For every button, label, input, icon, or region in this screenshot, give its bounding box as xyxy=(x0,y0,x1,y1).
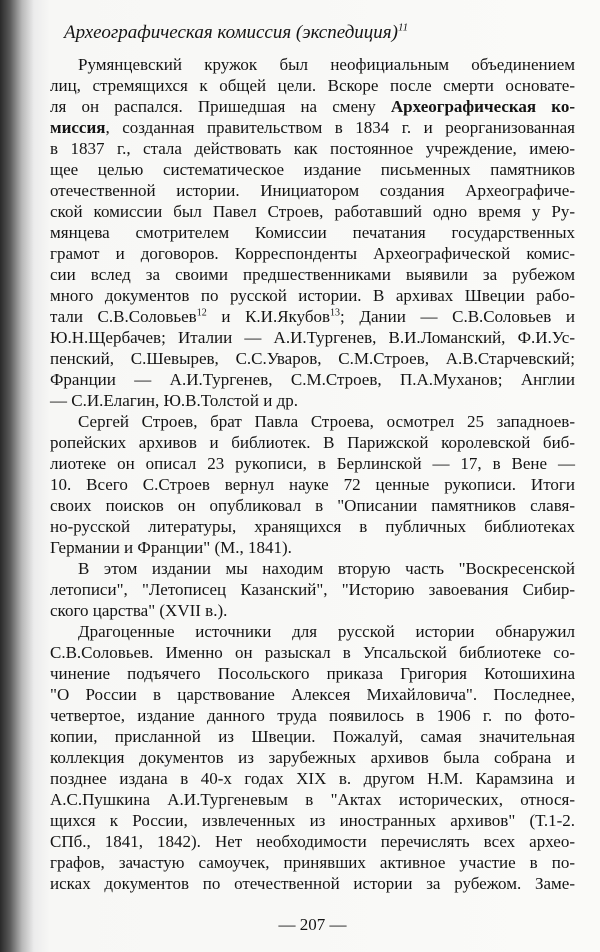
text-segment: С.В.Соловьев. Именно он разыскал в Упсальской библиотеке со- xyxy=(50,643,575,662)
text-segment: пенский, С.Шевырев, С.С.Уваров, С.М.Строев, А.В.Старчевский; xyxy=(50,349,575,368)
text-line xyxy=(50,75,575,96)
text-line xyxy=(50,327,575,348)
text-segment: ля он распался. Пришедшая на смену xyxy=(50,97,391,116)
text-segment: Франции — А.И.Тургенев, С.М.Строев, П.А.Муханов; Англии xyxy=(50,370,575,389)
text-segment: А.С.Пушкина А.И.Тургеневым в "Актах исторических, относя- xyxy=(50,790,575,809)
text-segment: щихся к России, извлеченных из иностранных архивов" (Т.1-2. xyxy=(50,811,575,830)
bold-term: миссия xyxy=(50,118,106,137)
text-line xyxy=(50,117,575,138)
text-line xyxy=(50,621,575,642)
text-segment: СПб., 1841, 1842). Нет необходимости перечислять всех архео- xyxy=(50,832,575,851)
text-segment: сии вслед за своими предшественниками выявили за рубежом xyxy=(50,265,575,284)
text-line xyxy=(50,432,575,453)
text-segment: Германии и Франции" (М., 1841). xyxy=(50,538,292,557)
text-segment: отечественной истории. Инициатором создания Археографиче- xyxy=(50,181,575,200)
text-line xyxy=(50,873,575,894)
text-segment: "О России в царствование Алексея Михайловича". Последнее, xyxy=(50,685,575,704)
text-line xyxy=(50,684,575,705)
footnote-marker: 11 xyxy=(397,21,409,34)
text-segment: тали С.В.Соловьев xyxy=(50,307,197,326)
text-segment: коллекция документов из зарубежных архивов была собрана и xyxy=(50,748,575,767)
section-heading-text: Археографическая комиссия (экспедиция) xyxy=(64,22,398,43)
text-segment: копии, присланной из Швеции. Пожалуй, самая значительная xyxy=(50,727,575,746)
text-line xyxy=(50,285,575,306)
text-segment: 10. Всего С.Строев вернул науке 72 ценные рукописи. Итоги xyxy=(50,475,575,494)
text-segment: четвертое, издание данного труда появилось в 1906 г. по фото- xyxy=(50,706,575,725)
text-line xyxy=(50,600,575,621)
text-line xyxy=(50,579,575,600)
text-segment: но-русской литературы, хранящихся в публичных библиотеках xyxy=(50,517,575,536)
text-line xyxy=(50,243,575,264)
text-segment: чинение подъячего Посольского приказа Григория Котошихина xyxy=(50,664,575,683)
section-heading xyxy=(64,20,575,46)
text-line xyxy=(50,474,575,495)
text-segment: исках документов по отечественной истории за рубежом. Заме- xyxy=(50,874,575,893)
text-line xyxy=(50,768,575,789)
text-line xyxy=(50,264,575,285)
text-line xyxy=(50,453,575,474)
text-line xyxy=(50,810,575,831)
text-line xyxy=(50,96,575,117)
footnote-marker: 12 xyxy=(196,307,207,319)
text-segment: ропейских архивов и библиотек. В Парижской королевской биб- xyxy=(50,433,575,452)
text-line xyxy=(50,495,575,516)
text-line xyxy=(50,369,575,390)
text-line xyxy=(50,789,575,810)
text-segment: и К.И.Якубов xyxy=(206,307,331,326)
text-segment: — С.И.Елагин, Ю.В.Толстой и др. xyxy=(50,391,298,410)
text-segment: грамот и договоров. Корреспонденты Археографической комис- xyxy=(50,244,575,263)
text-segment: позднее издана в 40-х годах XIX в. другом Н.М. Карамзина и xyxy=(50,769,575,788)
text-segment: летописи", "Летописец Казанский", "Историю завоевания Сибир- xyxy=(50,580,575,599)
text-segment: Сергей Строев, брат Павла Строева, осмотрел 25 западноев- xyxy=(78,412,575,431)
text-line xyxy=(50,180,575,201)
text-line xyxy=(50,663,575,684)
text-line xyxy=(50,54,575,75)
text-line xyxy=(50,726,575,747)
text-line xyxy=(50,411,575,432)
paragraph xyxy=(50,621,575,894)
text-segment: графов, зачастую самоучек, принявших активное участие в по- xyxy=(50,853,575,872)
text-line xyxy=(50,348,575,369)
text-line xyxy=(50,558,575,579)
paragraph xyxy=(50,411,575,558)
text-line xyxy=(50,159,575,180)
text-segment: Драгоценные источники для русской истории обнаружил xyxy=(78,622,575,641)
text-segment: в 1837 г., стала действовать как постоянное учреждение, имею- xyxy=(50,139,575,158)
text-line xyxy=(50,852,575,873)
text-line xyxy=(50,390,575,411)
text-line xyxy=(50,747,575,768)
paragraph xyxy=(50,54,575,411)
bold-term: Археографическая ко- xyxy=(390,97,575,116)
text-segment: щее целью систематическое издание письменных памятников xyxy=(50,160,575,179)
text-segment: В этом издании мы находим вторую часть "Воскресенской xyxy=(78,559,575,578)
text-segment: мянцева смотрителем Комиссии печатания государственных xyxy=(50,223,575,242)
footnote-marker: 13 xyxy=(330,307,341,319)
text-segment: лиотеке он описал 23 рукописи, в Берлинской — 17, в Вене — xyxy=(50,454,575,473)
text-segment: Румянцевский кружок был неофициальным объединением xyxy=(78,55,575,74)
text-line xyxy=(50,516,575,537)
page-number: — 207 — xyxy=(278,915,347,934)
text-segment: ской комиссии был Павел Строев, работавший одно время у Ру- xyxy=(50,202,575,221)
text-segment: много документов по русской истории. В архивах Швеции рабо- xyxy=(50,286,575,305)
text-line xyxy=(50,138,575,159)
text-line xyxy=(50,201,575,222)
text-line xyxy=(50,831,575,852)
body-text xyxy=(50,54,575,894)
text-segment: лиц, стремящихся к общей цели. Вскоре после смерти основате- xyxy=(50,76,575,95)
text-line xyxy=(50,642,575,663)
paragraph xyxy=(50,558,575,621)
text-line xyxy=(50,705,575,726)
text-line xyxy=(50,537,575,558)
text-segment: своих поисков он опубликовал в "Описании памятников славя- xyxy=(50,496,575,515)
text-segment: ; Дании — С.В.Соловьев и xyxy=(340,307,576,326)
text-line xyxy=(50,306,575,327)
text-line xyxy=(50,222,575,243)
text-segment: ского царства" (XVII в.). xyxy=(50,601,228,620)
text-segment: Ю.Н.Щербачев; Италии — А.И.Тургенев, В.И.Ломанский, Ф.И.Ус- xyxy=(50,328,575,347)
text-segment: , созданная правительством в 1834 г. и реорганизованная xyxy=(105,118,575,137)
